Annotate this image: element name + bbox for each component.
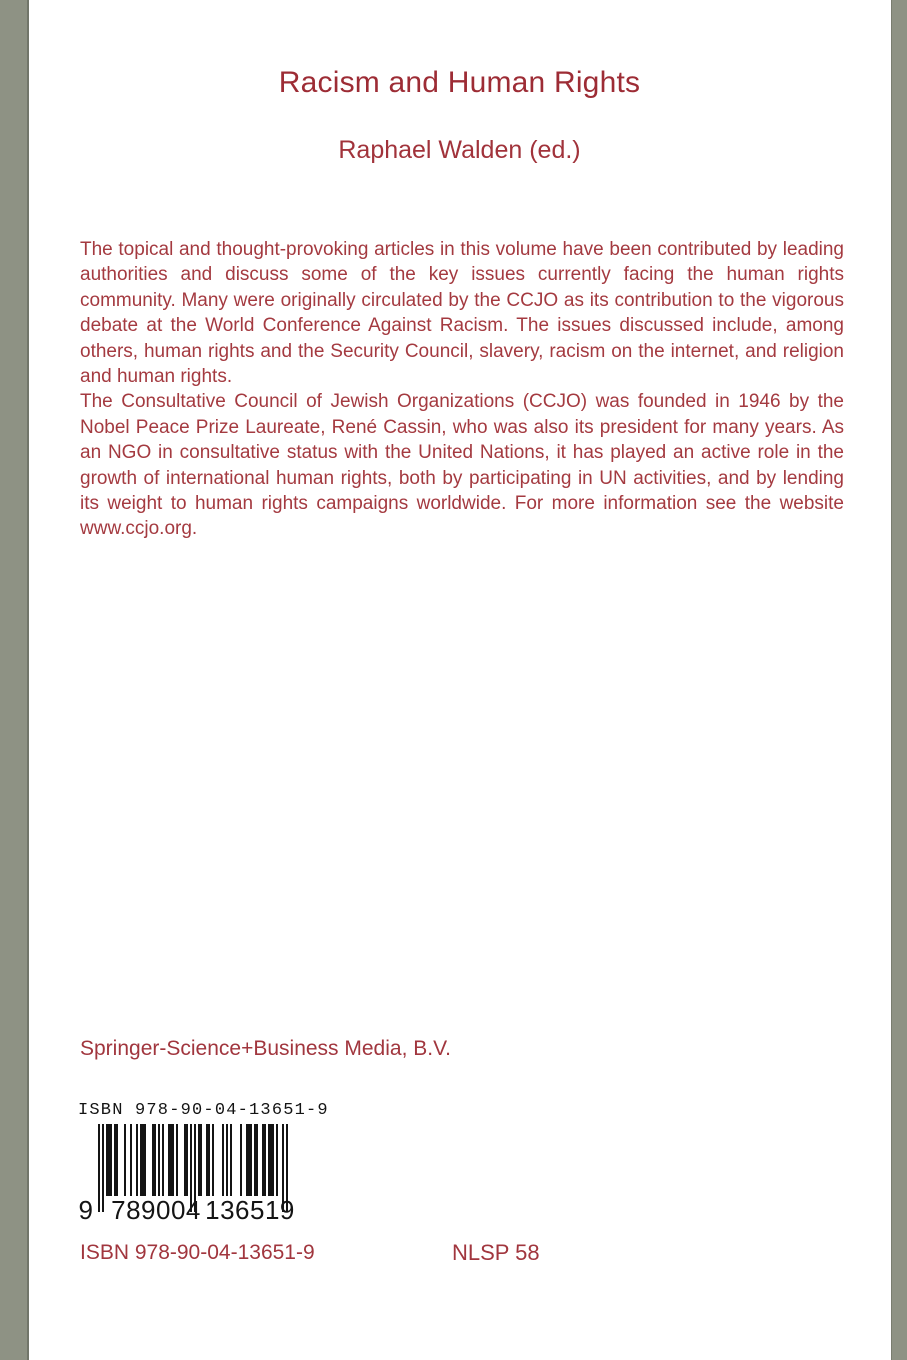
blurb-paragraph-2: The Consultative Council of Jewish Organizations (CCJO) was founded in 1946 by the Nobel Peace Prize Laureate, René Cassin, who was also its president for many years. As an NGO in consultative status with the United Nations, it has played an active role in the growth of international human rights, both by participating in UN activities, and by lending its weight to human rights campaigns worldwide. For more information see the website www.ccjo.org.	[80, 391, 844, 540]
barcode-digit-group-3: 136519	[205, 1195, 295, 1225]
footer-isbn: ISBN 978-90-04-13651-9	[80, 1241, 315, 1264]
footer-series-code: NLSP 58	[452, 1240, 540, 1265]
book-editor: Raphael Walden (ed.)	[338, 136, 581, 164]
barcode-isbn-label: ISBN 978-90-04-13651-9	[78, 1101, 329, 1120]
barcode-digit-group-1: 9	[78, 1195, 94, 1225]
blurb-paragraph-1: The topical and thought-provoking articles in this volume have been contributed by leading authorities and discuss some of the key issues currently facing the human rights community. Many were originally circulated by the CCJO as its contribution to the vigorous debate at the World Conference Against Racism. The issues discussed include, among others, human rights and the Security Council, slavery, racism on the internet, and religion and human rights.	[80, 239, 844, 388]
back-cover-blurb	[80, 237, 844, 542]
cover-right-edge	[891, 0, 907, 1360]
barcode-block	[78, 1100, 329, 1230]
cover-left-edge	[0, 0, 29, 1360]
book-title: Racism and Human Rights	[278, 66, 641, 99]
publisher-line: Springer-Science+Business Media, B.V.	[80, 1037, 452, 1060]
barcode-digit-group-2: 789004	[111, 1195, 201, 1225]
